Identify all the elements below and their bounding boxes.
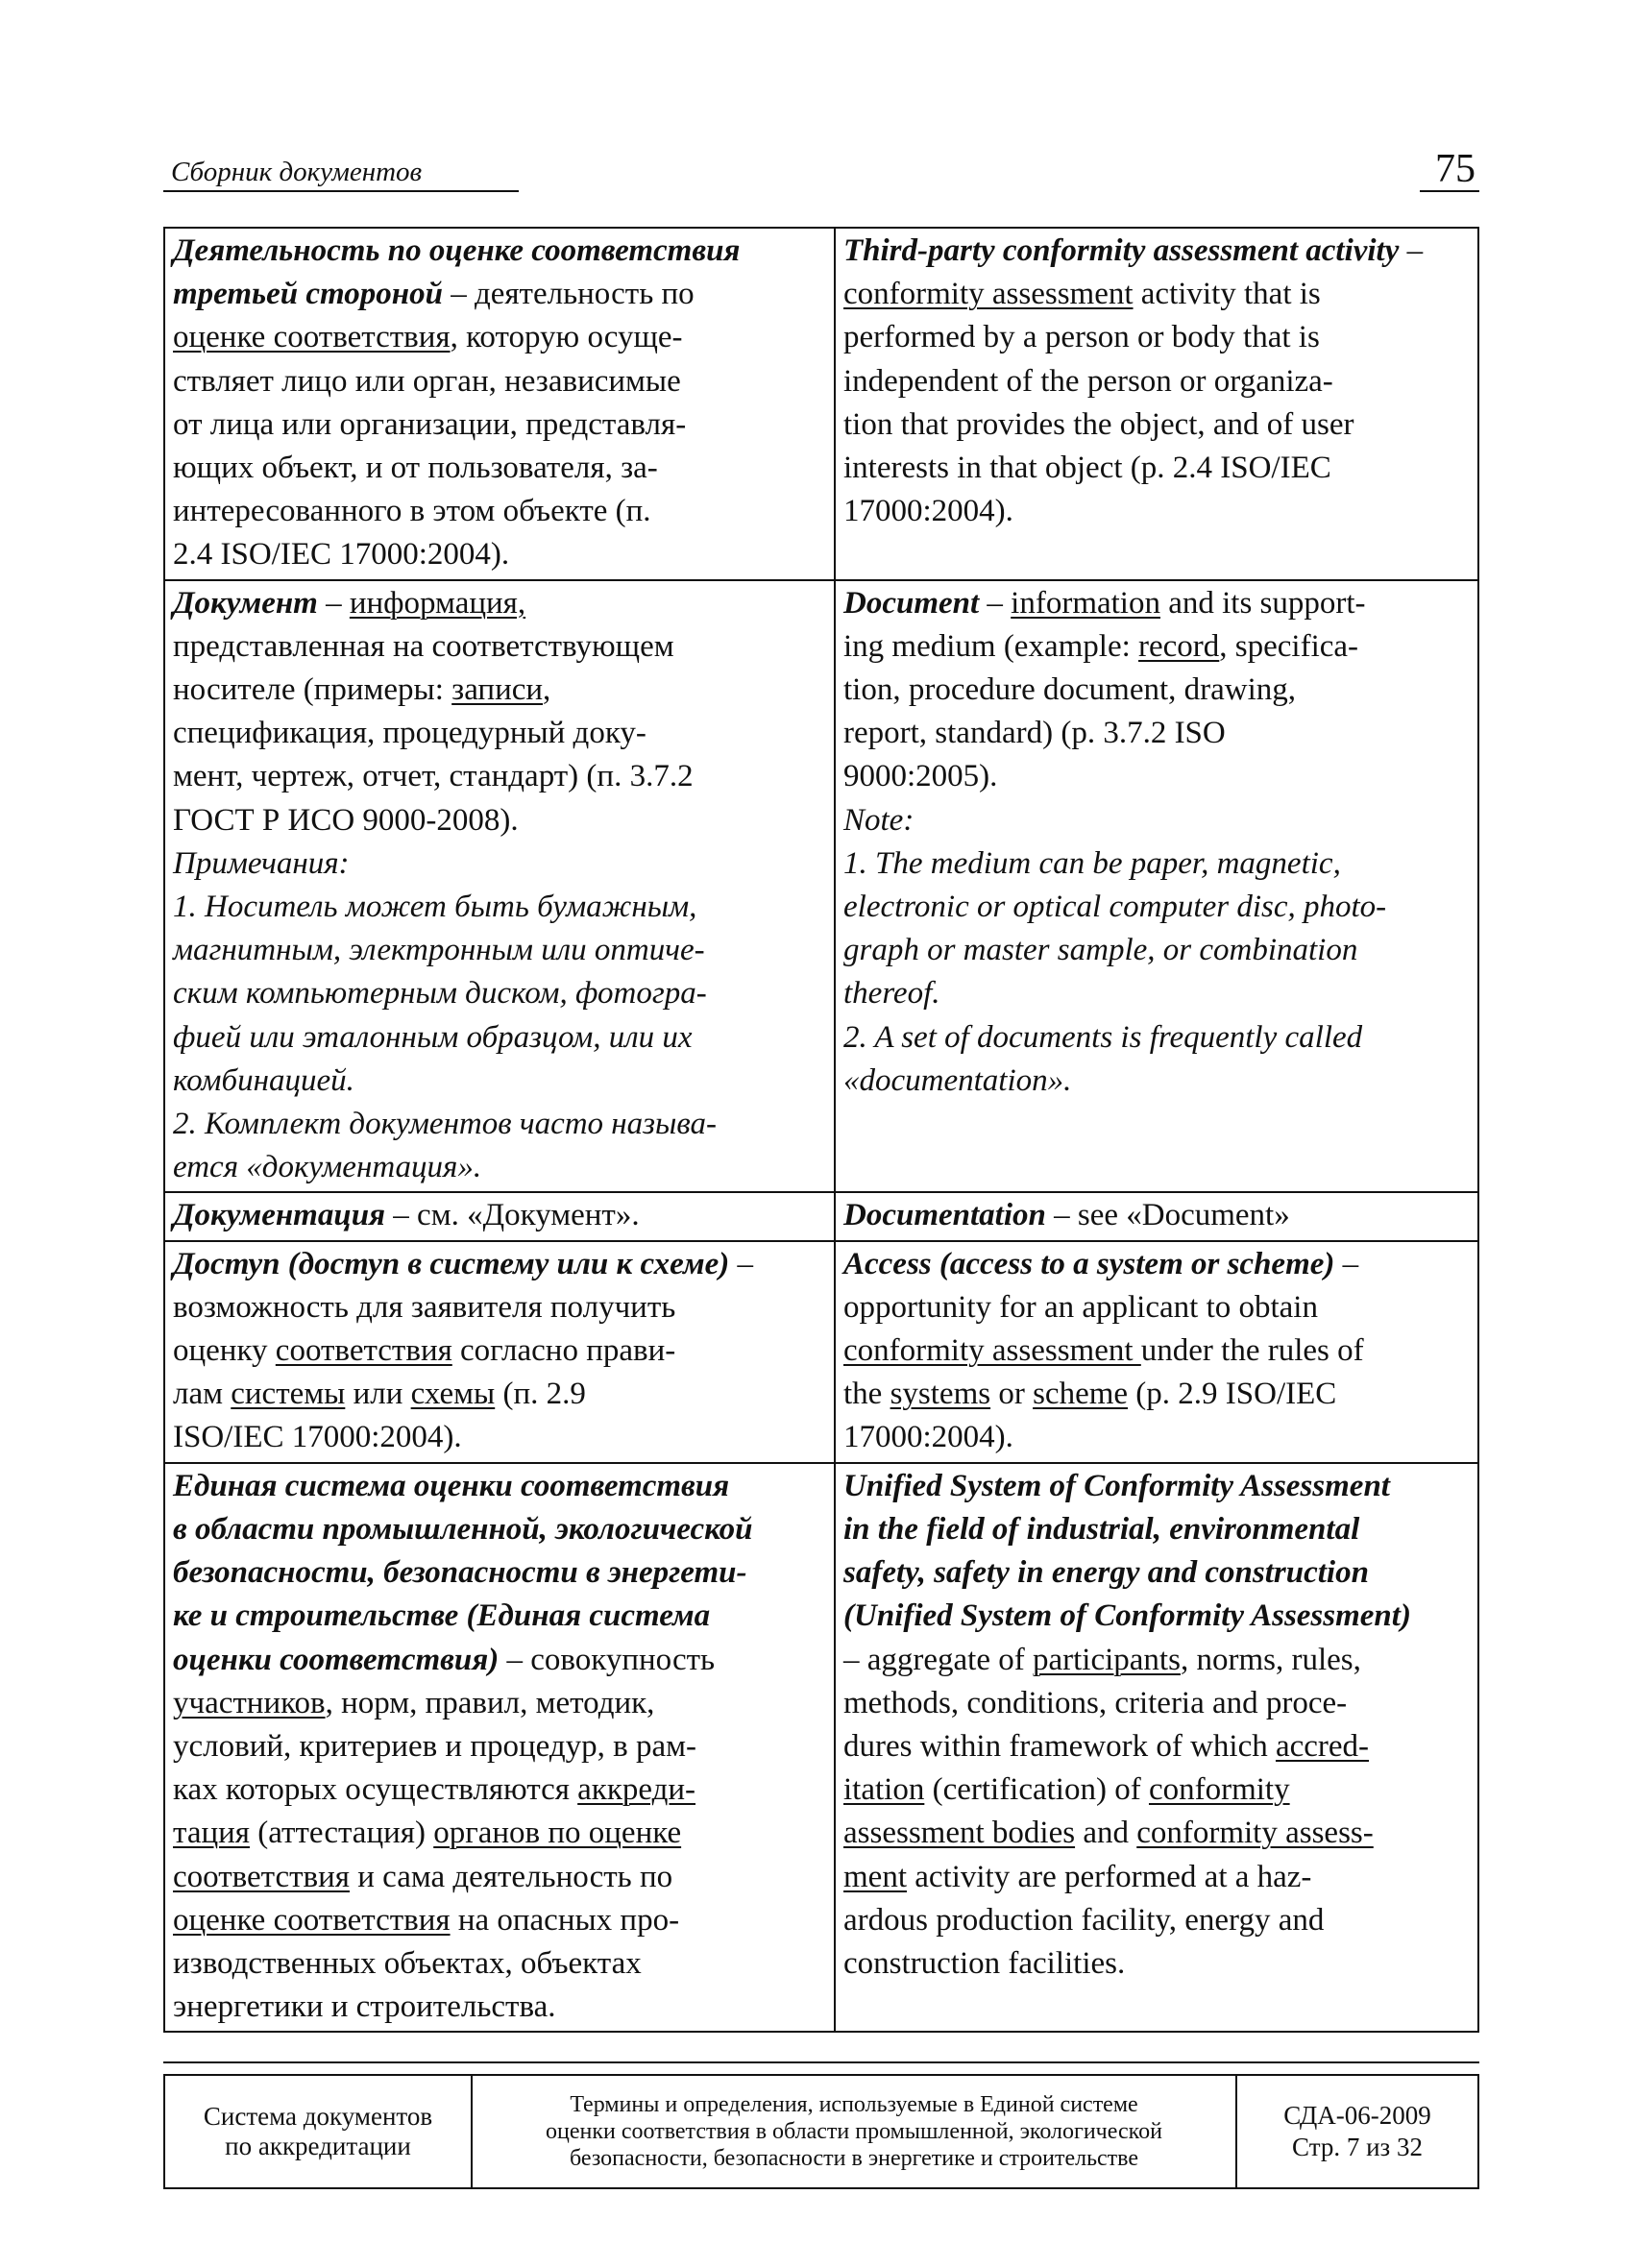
text-line [173,1768,826,1812]
term-heading: Document [843,585,980,621]
note-text: ским компьютерным диском, фотогра- [173,976,707,1012]
terms-table [163,227,1479,2033]
definition-text: under the rules of [1140,1333,1364,1369]
text-line [843,403,1470,447]
definition-text: или [345,1377,411,1412]
term-cell-russian [164,1192,835,1240]
definition-text: на опасных про- [450,1902,680,1938]
definition-text: – [317,585,350,621]
definition-text: ISO/IEC 17000:2004). [173,1420,462,1455]
note-text: 2. A set of documents is frequently called [843,1019,1363,1055]
underlined-term: itation [843,1772,925,1808]
definition-text: ardous production facility, energy and [843,1902,1325,1938]
definition-text: – см. «Документ». [385,1198,640,1233]
definition-text: возможность для заявителя получить [173,1289,676,1325]
text-line [173,1682,826,1725]
definition-text: (аттестация) [249,1816,434,1851]
definition-text: мент, чертеж, отчет, стандарт) (п. 3.7.2 [173,759,694,794]
text-line [173,1103,826,1146]
definition-text: и сама деятельность по [349,1859,673,1894]
note-text: graph or master sample, or combination [843,933,1358,968]
definition-text: спецификация, процедурный доку- [173,716,646,751]
term-heading: Единая система оценки соответствия [173,1468,730,1503]
text-line [843,1373,1470,1416]
definition-text: independent of the person or organiza- [843,363,1333,399]
header-rule [163,190,519,192]
term-heading: третьей стороной [173,277,443,312]
term-cell-english [835,1192,1478,1240]
footer-series-line: по аккредитации [225,2132,411,2160]
term-heading: Деятельность по оценке соответствия [173,233,741,268]
definition-text: (certification) of [924,1772,1149,1808]
text-line [843,1595,1470,1638]
text-line [173,929,826,972]
definition-text: – совокупность [499,1642,716,1677]
text-line [843,1465,1470,1508]
text-line [173,1243,826,1286]
text-line [843,1768,1470,1812]
underlined-term: системы [231,1377,346,1412]
text-line [843,490,1470,533]
text-line [173,886,826,929]
definition-text: – деятельность по [442,277,695,312]
text-line [173,1016,826,1060]
text-line [173,799,826,842]
footer-title-line: Термины и определения, используемые в Единой системе [570,2092,1138,2117]
definition-text: , specifica- [1219,628,1359,664]
underlined-term: participants [1033,1642,1181,1677]
definition-text: tion, procedure document, drawing, [843,672,1297,708]
underlined-term: органов по оценке [433,1816,682,1851]
text-line [173,1899,826,1942]
text-line [173,972,826,1015]
term-cell-russian [164,228,835,580]
text-line [173,1986,826,2029]
definition-text: interests in that object (p. 2.4 ISO/IEC [843,451,1331,486]
note-text: ется «документация». [173,1150,482,1185]
footer-page-count: Стр. 7 из 32 [1292,2133,1423,2161]
definition-text: or [990,1377,1034,1412]
text-line [843,1856,1470,1899]
page-header [163,142,1479,192]
note-text: Note: [843,802,915,838]
underlined-term: assessment bodies [843,1816,1076,1851]
text-line [843,886,1470,929]
note-text: electronic or optical computer disc, photo- [843,890,1387,925]
underlined-term: scheme [1033,1377,1129,1412]
definition-text: согласно прави- [451,1333,676,1369]
term-cell-english [835,580,1478,1193]
term-cell-english [835,1241,1478,1463]
underlined-term: conformity assess- [1136,1816,1374,1851]
underlined-term: оценке соответствия [173,320,451,355]
text-line [843,712,1470,755]
term-heading: Third-party conformity assessment activity [843,233,1400,268]
definition-text: activity that is [1133,277,1321,312]
term-heading: ке и строительстве (Единая система [173,1598,711,1634]
footer-document-code-cell [1236,2075,1478,2188]
page-number-rule [1420,190,1479,192]
text-line [173,316,826,359]
text-line [173,755,826,798]
text-line [173,447,826,490]
underlined-term: information [1011,585,1160,621]
text-line [173,360,826,403]
footer-title-line: безопасности, безопасности в энергетике и строительстве [569,2146,1139,2171]
text-line [843,1329,1470,1373]
text-line [173,1639,826,1682]
text-line [843,625,1470,669]
text-line [173,1551,826,1595]
term-heading: Документ [173,585,318,621]
note-text: фией или эталонным образцом, или их [173,1019,693,1055]
definition-text: report, standard) (p. 3.7.2 ISO [843,716,1226,751]
text-line [173,533,826,576]
text-line [843,1812,1470,1855]
underlined-term: record [1138,628,1220,664]
text-line [173,1329,826,1373]
term-heading: (Unified System of Conformity Assessment) [843,1598,1411,1634]
page-number: 75 [1435,147,1475,191]
term-heading: Документация [173,1198,386,1233]
underlined-term: записи [451,672,544,708]
definition-text: methods, conditions, criteria and proce- [843,1685,1348,1720]
text-line [843,1416,1470,1459]
page-footer [163,2074,1479,2189]
definition-text: construction facilities. [843,1945,1126,1981]
text-line [843,1899,1470,1942]
text-line [173,1465,826,1508]
text-line [173,1942,826,1986]
definition-text: оценку [173,1333,276,1369]
underlined-term: схемы [410,1377,496,1412]
definition-text: , [543,672,551,708]
definition-text: (p. 2.9 ISO/IEC [1128,1377,1337,1412]
definition-text: dures within framework of which [843,1728,1276,1764]
text-line [843,799,1470,842]
footer-document-title-cell [472,2075,1236,2188]
footer-document-code: СДА-06-2009 [1283,2101,1431,2130]
text-line [843,842,1470,886]
text-line [843,1725,1470,1768]
text-line [173,1286,826,1329]
definition-text: носителе (примеры: [173,672,452,708]
text-line [173,1416,826,1459]
text-line [843,929,1470,972]
term-heading: in the field of industrial, environmental [843,1511,1360,1547]
text-line [173,1508,826,1551]
text-line [843,972,1470,1015]
text-line [173,1595,826,1638]
term-cell-russian [164,1241,835,1463]
text-line [843,1194,1470,1237]
definition-text: , которую осуще- [450,320,683,355]
header-title: Сборник документов [171,157,423,187]
text-line [843,1682,1470,1725]
definition-text: изводственных объектах, объектах [173,1945,642,1981]
definition-text: ющих объект, и от пользователя, за- [173,451,658,486]
underlined-term: conformity assessment [843,1333,1141,1369]
note-text: 1. Носитель может быть бумажным, [173,890,697,925]
text-line [173,490,826,533]
text-line [173,1373,826,1416]
underlined-term: conformity assessment [843,277,1134,312]
definition-text: 2.4 ISO/IEC 17000:2004). [173,537,510,573]
definition-text: (п. 2.9 [495,1377,586,1412]
term-heading: safety, safety in energy and construction [843,1555,1369,1591]
definition-text: tion that provides the object, and of user [843,406,1354,442]
term-heading: безопасности, безопасности в энергети- [173,1555,747,1591]
definition-text: and [1075,1816,1137,1851]
definition-text: энергетики и строительства. [173,1989,556,2025]
definition-text: ствляет лицо или орган, независимые [173,363,681,399]
definition-text: 17000:2004). [843,1420,1013,1455]
term-heading: Доступ (доступ в систему или к схеме) [173,1246,730,1281]
note-text: thereof. [843,976,940,1012]
text-line [843,582,1470,625]
text-line [173,712,826,755]
definition-text: условий, критериев и процедур, в рам- [173,1728,696,1764]
text-line [843,1639,1470,1682]
definition-text: 9000:2005). [843,759,998,794]
term-heading: Documentation [843,1198,1046,1233]
underlined-term: accred- [1275,1728,1370,1764]
definition-text: – [1334,1246,1359,1281]
term-row [164,1192,1478,1240]
definition-text: лам [173,1377,232,1412]
term-row [164,228,1478,580]
text-line [843,1551,1470,1595]
underlined-term: участников [173,1685,326,1720]
underlined-term: systems [890,1377,991,1412]
term-cell-russian [164,1463,835,2033]
term-row [164,580,1478,1193]
underlined-term: тация [173,1816,250,1851]
note-text: 1. The medium can be paper, magnetic, [843,845,1341,881]
definition-text: activity are performed at a haz- [906,1859,1312,1894]
underlined-term: conformity [1148,1772,1290,1808]
definition-text: – aggregate of [843,1642,1033,1677]
text-line [173,230,826,273]
text-line [173,1060,826,1103]
text-line [173,1194,826,1237]
text-line [843,230,1470,273]
definition-text: , норм, правил, методик, [325,1685,655,1720]
text-line [173,403,826,447]
text-line [843,1060,1470,1103]
definition-text: – [1399,233,1424,268]
definition-text: , norms, rules, [1180,1642,1361,1677]
term-row [164,1463,1478,2033]
text-line [173,1856,826,1899]
terms-table-body [164,228,1478,2032]
definition-text: ках которых осуществляются [173,1772,578,1808]
term-cell-english [835,228,1478,580]
text-line [843,1508,1470,1551]
definition-text: интересованного в этом объекте (п. [173,494,651,529]
note-text: «documentation». [843,1062,1072,1098]
text-line [173,582,826,625]
underlined-term: аккреди- [577,1772,696,1808]
note-text: Примечания: [173,845,350,881]
term-heading: Unified System of Conformity Assessment [843,1468,1390,1503]
definition-text: – [979,585,1012,621]
term-heading: оценки соответствия) [173,1642,500,1677]
definition-text: performed by a person or body that is [843,320,1320,355]
text-line [843,360,1470,403]
definition-text: ГОСТ Р ИСО 9000-2008). [173,802,519,838]
definition-text: представленная на соответствующем [173,628,674,664]
footer-series-line: Система документов [203,2102,433,2131]
text-line [173,669,826,712]
term-cell-english [835,1463,1478,2033]
text-line [843,1016,1470,1060]
note-text: комбинацией. [173,1062,354,1098]
text-line [173,842,826,886]
underlined-term: ment [843,1859,907,1894]
definition-text: – see «Document» [1045,1198,1290,1233]
underlined-term: соответствия [275,1333,452,1369]
note-text: магнитным, электронным или оптиче- [173,933,705,968]
definition-text: ing medium (example: [843,628,1139,664]
underlined-term: информация, [349,585,526,621]
text-line [173,625,826,669]
definition-text: от лица или организации, представля- [173,406,687,442]
footer-title-line: оценки соответствия в области промышленной, экологической [546,2119,1162,2144]
definition-text: – [729,1246,753,1281]
text-line [843,1942,1470,1986]
note-text: 2. Комплект документов часто называ- [173,1107,717,1142]
definition-text: the [843,1377,890,1412]
underlined-term: соответствия [173,1859,350,1894]
definition-text: opportunity for an applicant to obtain [843,1289,1318,1325]
text-line [173,273,826,316]
text-line [843,755,1470,798]
term-row [164,1241,1478,1463]
footer-rule [163,2061,1479,2063]
term-heading: в области промышленной, экологической [173,1511,753,1547]
text-line [173,1725,826,1768]
footer-series-cell [164,2075,472,2188]
text-line [843,273,1470,316]
text-line [843,669,1470,712]
underlined-term: оценке соответствия [173,1902,451,1938]
term-cell-russian [164,580,835,1193]
text-line [843,316,1470,359]
text-line [843,1243,1470,1286]
definition-text: and its support- [1159,585,1366,621]
text-line [173,1812,826,1855]
term-heading: Access (access to a system or scheme) [843,1246,1335,1281]
text-line [843,447,1470,490]
text-line [843,1286,1470,1329]
text-line [173,1146,826,1189]
definition-text: 17000:2004). [843,494,1013,529]
